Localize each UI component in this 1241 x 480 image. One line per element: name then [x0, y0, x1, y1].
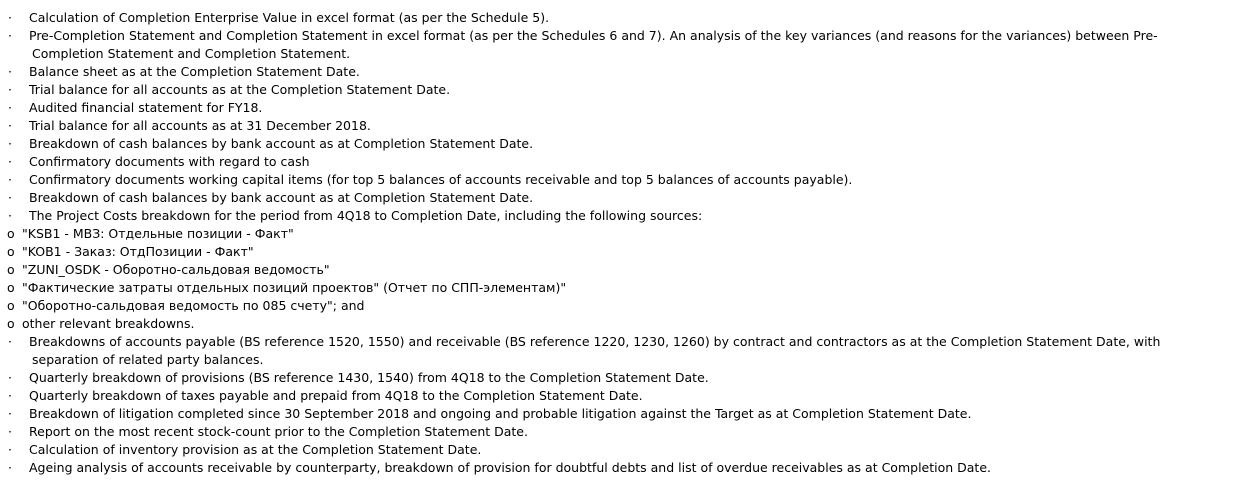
list-item-text: Balance sheet as at the Completion Statement Date.	[29, 64, 360, 79]
list-item-text: Confirmatory documents with regard to cash	[29, 154, 310, 169]
dot-bullet-icon: ·	[8, 370, 12, 385]
list-item-text: Audited financial statement for FY18.	[29, 100, 263, 115]
list-item-continuation	[0, 351, 1241, 369]
dot-bullet-icon: ·	[8, 154, 12, 169]
list-item	[0, 117, 1241, 135]
circle-bullet-icon: o	[7, 280, 15, 295]
sub-list-item	[0, 297, 1241, 315]
list-item	[0, 153, 1241, 171]
list-item-text: Calculation of inventory provision as at the Completion Statement Date.	[29, 442, 482, 457]
dot-bullet-icon: ·	[8, 442, 12, 457]
circle-bullet-icon: o	[7, 226, 15, 241]
dot-bullet-icon: ·	[8, 334, 12, 349]
list-item-text: "KOB1 - Заказ: ОтдПозиции - Факт"	[22, 244, 254, 259]
list-item-text: "ZUNI_OSDK - Оборотно-сальдовая ведомость"	[22, 262, 330, 277]
list-item-text: Breakdown of cash balances by bank account as at Completion Statement Date.	[29, 190, 534, 205]
list-item	[0, 27, 1241, 45]
list-item-text: Confirmatory documents working capital items (for top 5 balances of accounts receivable and top 5 balances of accounts payable).	[29, 172, 853, 187]
dot-bullet-icon: ·	[8, 172, 12, 187]
list-item	[0, 441, 1241, 459]
dot-bullet-icon: ·	[8, 208, 12, 223]
sub-list-item	[0, 225, 1241, 243]
dot-bullet-icon: ·	[8, 406, 12, 421]
dot-bullet-icon: ·	[8, 82, 12, 97]
list-item	[0, 81, 1241, 99]
dot-bullet-icon: ·	[8, 28, 12, 43]
circle-bullet-icon: o	[7, 262, 15, 277]
list-item-continuation-text: separation of related party balances.	[32, 352, 264, 367]
list-item-text: Quarterly breakdown of provisions (BS reference 1430, 1540) from 4Q18 to the Completion Statement Date.	[29, 370, 709, 385]
list-item	[0, 171, 1241, 189]
list-item	[0, 423, 1241, 441]
list-item-continuation-text: Completion Statement and Completion Statement.	[32, 46, 351, 61]
sub-list-item	[0, 279, 1241, 297]
dot-bullet-icon: ·	[8, 136, 12, 151]
list-item	[0, 369, 1241, 387]
list-item	[0, 9, 1241, 27]
list-item-text: The Project Costs breakdown for the period from 4Q18 to Completion Date, including the following sources:	[29, 208, 703, 223]
list-item	[0, 405, 1241, 423]
list-item-text: "KSB1 - МВЗ: Отдельные позиции - Факт"	[22, 226, 294, 241]
list-item-text: other relevant breakdowns.	[22, 316, 195, 331]
dot-bullet-icon: ·	[8, 10, 12, 25]
list-item-text: Breakdown of litigation completed since 30 September 2018 and ongoing and probable litigation against the Target as at Completion Statement Date.	[29, 406, 972, 421]
dot-bullet-icon: ·	[8, 424, 12, 439]
list-item-text: Trial balance for all accounts as at 31 December 2018.	[29, 118, 371, 133]
dot-bullet-icon: ·	[8, 460, 12, 475]
dot-bullet-icon: ·	[8, 64, 12, 79]
list-item-text: Report on the most recent stock-count prior to the Completion Statement Date.	[29, 424, 528, 439]
list-item	[0, 387, 1241, 405]
list-item-text: Breakdown of cash balances by bank account as at Completion Statement Date.	[29, 136, 534, 151]
sub-list-item	[0, 261, 1241, 279]
dot-bullet-icon: ·	[8, 100, 12, 115]
list-item-text: Breakdowns of accounts payable (BS reference 1520, 1550) and receivable (BS reference 1220, 1230, 1260) by contract and contractors as at the Completion Statement Date, with	[29, 334, 1161, 349]
list-item-text: "Фактические затраты отдельных позиций проектов" (Отчет по СПП-элементам)"	[22, 280, 567, 295]
list-item-continuation	[0, 45, 1241, 63]
list-item-text: Pre-Completion Statement and Completion Statement in excel format (as per the Schedules 6 and 7). An analysis of the key variances (and reasons for the variances) between Pre-	[29, 28, 1158, 43]
list-item-text: Ageing analysis of accounts receivable by counterparty, breakdown of provision for doubtful debts and list of overdue receivables as at Completion Date.	[29, 460, 991, 475]
sub-list-item	[0, 243, 1241, 261]
list-item	[0, 189, 1241, 207]
list-item	[0, 333, 1241, 351]
list-item-text: Trial balance for all accounts as at the Completion Statement Date.	[29, 82, 451, 97]
list-item	[0, 135, 1241, 153]
dot-bullet-icon: ·	[8, 118, 12, 133]
circle-bullet-icon: o	[7, 316, 15, 331]
list-item	[0, 99, 1241, 117]
dot-bullet-icon: ·	[8, 388, 12, 403]
list-item-text: "Оборотно-сальдовая ведомость по 085 счету"; and	[22, 298, 365, 313]
list-item	[0, 207, 1241, 225]
circle-bullet-icon: o	[7, 298, 15, 313]
sub-list-item	[0, 315, 1241, 333]
list-item-text: Quarterly breakdown of taxes payable and prepaid from 4Q18 to the Completion Statement Date.	[29, 388, 643, 403]
list-item	[0, 63, 1241, 81]
circle-bullet-icon: o	[7, 244, 15, 259]
list-item	[0, 459, 1241, 477]
list-item-text: Calculation of Completion Enterprise Value in excel format (as per the Schedule 5).	[29, 10, 550, 25]
dot-bullet-icon: ·	[8, 190, 12, 205]
